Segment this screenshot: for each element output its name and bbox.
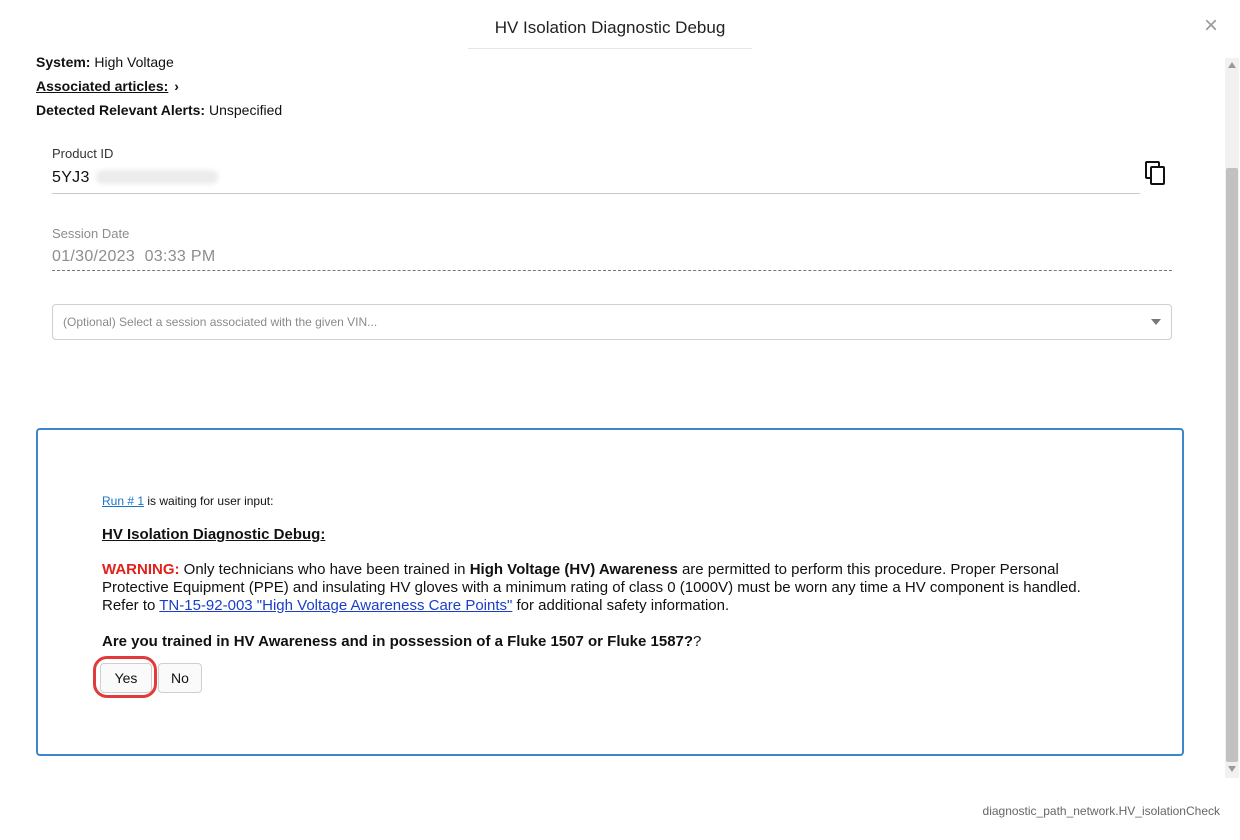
chevron-right-icon[interactable]: › — [174, 78, 179, 94]
warning-text-1: Only technicians who have been trained in — [179, 561, 470, 578]
run-status-text: is waiting for user input: — [144, 494, 274, 508]
scroll-down-icon[interactable] — [1228, 766, 1236, 772]
copy-icon[interactable] — [1144, 160, 1168, 186]
system-line — [36, 54, 174, 70]
no-button[interactable]: No — [158, 663, 202, 693]
product-id-underline — [52, 193, 1140, 194]
run-link[interactable]: Run # 1 — [102, 494, 145, 508]
alerts-value: Unspecified — [208, 102, 283, 118]
session-date-value: 01/30/2023 03:33 PM — [52, 248, 216, 265]
question-bold: Are you trained in HV Awareness and in possession of a Fluke 1507 or Fluke 1587? — [102, 633, 694, 650]
warning-text-3: for additional safety information. — [512, 597, 730, 614]
warning-text-2: are permitted to perform this procedure. Proper Personal Protective Equipment (PPE) and insulating HV gloves with a minimum rating of class 0 (1000V) must be worn any time a HV component is handled. Refer to — [102, 561, 1081, 614]
scrollbar-thumb[interactable] — [1226, 168, 1238, 762]
run-status — [102, 494, 273, 508]
warning-paragraph — [102, 561, 1112, 615]
caret-down-icon[interactable] — [1151, 319, 1161, 325]
product-id-label: Product ID — [52, 146, 114, 161]
question-text — [102, 633, 701, 650]
session-select[interactable] — [52, 304, 1172, 340]
tn-reference-link[interactable]: TN-15-92-003 "High Voltage Awareness Care Points" — [159, 597, 513, 614]
system-value: High Voltage — [94, 54, 174, 70]
diagnostic-title: HV Isolation Diagnostic Debug: — [102, 526, 326, 543]
session-date-underline — [52, 270, 1172, 271]
redacted-value — [96, 170, 218, 184]
associated-articles-line — [36, 78, 179, 94]
warning-bold: High Voltage (HV) Awareness — [469, 561, 678, 578]
scroll-up-icon[interactable] — [1228, 62, 1236, 68]
session-select-placeholder: (Optional) Select a session associated with the given VIN... — [63, 315, 378, 329]
footer-path: diagnostic_path_network.HV_isolationCheck — [982, 804, 1220, 818]
modal-title: HV Isolation Diagnostic Debug — [468, 10, 752, 49]
close-icon[interactable]: × — [1203, 12, 1218, 39]
system-label: System: — [36, 54, 91, 70]
associated-articles-link[interactable]: Associated articles: — [36, 78, 169, 94]
product-id-value[interactable]: 5YJ3 — [52, 169, 90, 186]
yes-button[interactable]: Yes — [100, 663, 152, 693]
warning-label: WARNING: — [102, 561, 180, 578]
alerts-line — [36, 102, 282, 118]
alerts-label: Detected Relevant Alerts: — [36, 102, 206, 118]
question-tail: ? — [693, 633, 702, 650]
session-date-label: Session Date — [52, 226, 130, 241]
